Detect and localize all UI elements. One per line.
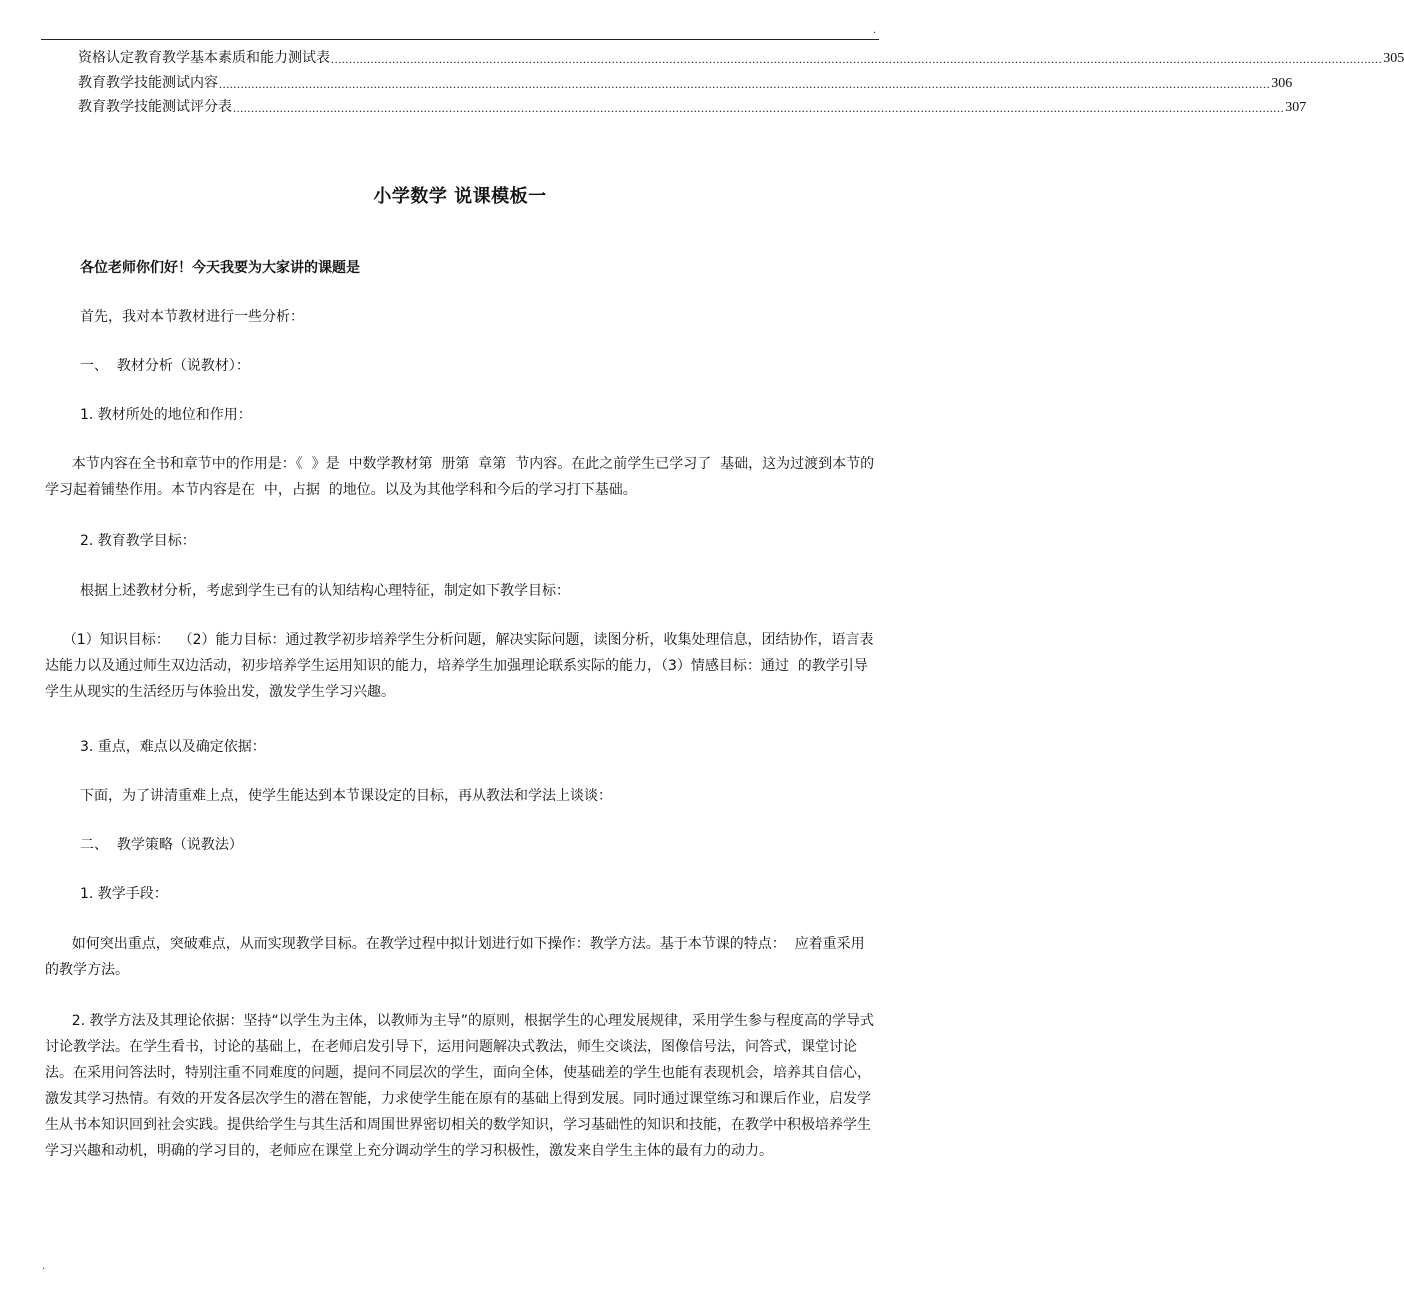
item-heading-goals: 2. 教育教学目标：: [80, 533, 196, 549]
toc-entry-title: 教育教学技能测试内容: [78, 75, 218, 91]
paragraph-teaching-means: 如何突出重点，突破难点，从而实现教学目标。在教学过程中拟计划进行如下操作：教学方法。基于本节课的特点： 应着重采用 的教学方法。: [45, 936, 874, 978]
toc-entry[interactable]: [78, 94, 1307, 116]
item-heading-keypoints: 3. 重点，难点以及确定依据：: [80, 739, 266, 755]
paragraph-goals-intro: 根据上述教材分析，考虑到学生已有的认知结构心理特征，制定如下教学目标：: [80, 583, 570, 599]
corner-mark-bottom: .: [42, 1261, 46, 1272]
item-heading-means: 1. 教学手段：: [80, 886, 168, 902]
item-heading-position: 1. 教材所处的地位和作用：: [80, 407, 252, 423]
toc-entry-page: 305: [1383, 51, 1404, 66]
corner-mark-top: .: [873, 25, 877, 36]
page-title: 小学数学 说课模板一: [373, 186, 547, 207]
header-rule: [41, 39, 879, 40]
paragraph-goals-list: （1）知识目标： （2）能力目标：通过教学初步培养学生分析问题，解决实际问题，读图分析，收集处理信息，团结协作，语言表达能力以及通过师生双边活动，初步培养学生运用知识的能力，培养学生加强理论联系实际的能力，（3）情感目标：通过 的教学引导学生从现实的生活经历与体验出发，激发学生学习兴趣。: [45, 632, 874, 700]
toc-leader-dots: ....................................................................................................................................................................................................................................................................................................: [219, 77, 1271, 91]
greeting-paragraph: 各位老师你们好！今天我要为大家讲的课题是: [80, 260, 360, 276]
toc-entry[interactable]: [78, 45, 1404, 67]
intro-paragraph: 首先，我对本节教材进行一些分析：: [80, 309, 304, 325]
toc-entry-page: 306: [1271, 76, 1293, 91]
toc-leader-dots: ....................................................................................................................................................................................................................................................................................................: [331, 52, 1383, 66]
paragraph-position-role: 本节内容在全书和章节中的作用是：《 》是 中数学教材第 册第 章第 节内容。在此之前学生已学习了 基础，这为过渡到本节的学习起着铺垫作用。本节内容是在 中，占据 的地位。以及为其他学科和今后的学习打下基础。: [45, 456, 875, 498]
toc-entry-page: 307: [1285, 100, 1307, 115]
toc-leader-dots: ....................................................................................................................................................................................................................................................................................................: [233, 101, 1285, 115]
toc-entry-title: 资格认定教育教学基本素质和能力测试表: [78, 50, 330, 66]
paragraph-teaching-methods: 2. 教学方法及其理论依据：坚持“以学生为主体，以教师为主导”的原则，根据学生的心理发展规律，采用学生参与程度高的学导式讨论教学法。在学生看书，讨论的基础上，在老师启发引导下，运用问题解决式教法，师生交谈法，图像信号法，问答式，课堂讨论法。在采用问答法时，特别注重不同难度的问题，提问不同层次的学生，面向全体，使基础差的学生也能有表现机会，培养其自信心，激发其学习热情。有效的开发各层次学生的潜在智能，力求使学生能在原有的基础上得到发展。同时通过课堂练习和课后作业，启发学生从书本知识回到社会实践。提供给学生与其生活和周围世界密切相关的数学知识，学习基础性的知识和技能，在教学中积极培养学生学习兴趣和动机，明确的学习目的，老师应在课堂上充分调动学生的学习积极性，激发来自学生主体的最有力的动力。: [45, 1013, 875, 1159]
toc-entry[interactable]: [78, 70, 1293, 92]
section-heading-textbook: 一、 教材分析（说教材）：: [80, 358, 250, 374]
paragraph-transition: 下面，为了讲清重难上点，使学生能达到本节课设定的目标，再从教法和学法上谈谈：: [80, 788, 612, 804]
section-heading-strategy: 二、 教学策略（说教法）: [80, 837, 243, 853]
toc-entry-title: 教育教学技能测试评分表: [78, 99, 232, 115]
